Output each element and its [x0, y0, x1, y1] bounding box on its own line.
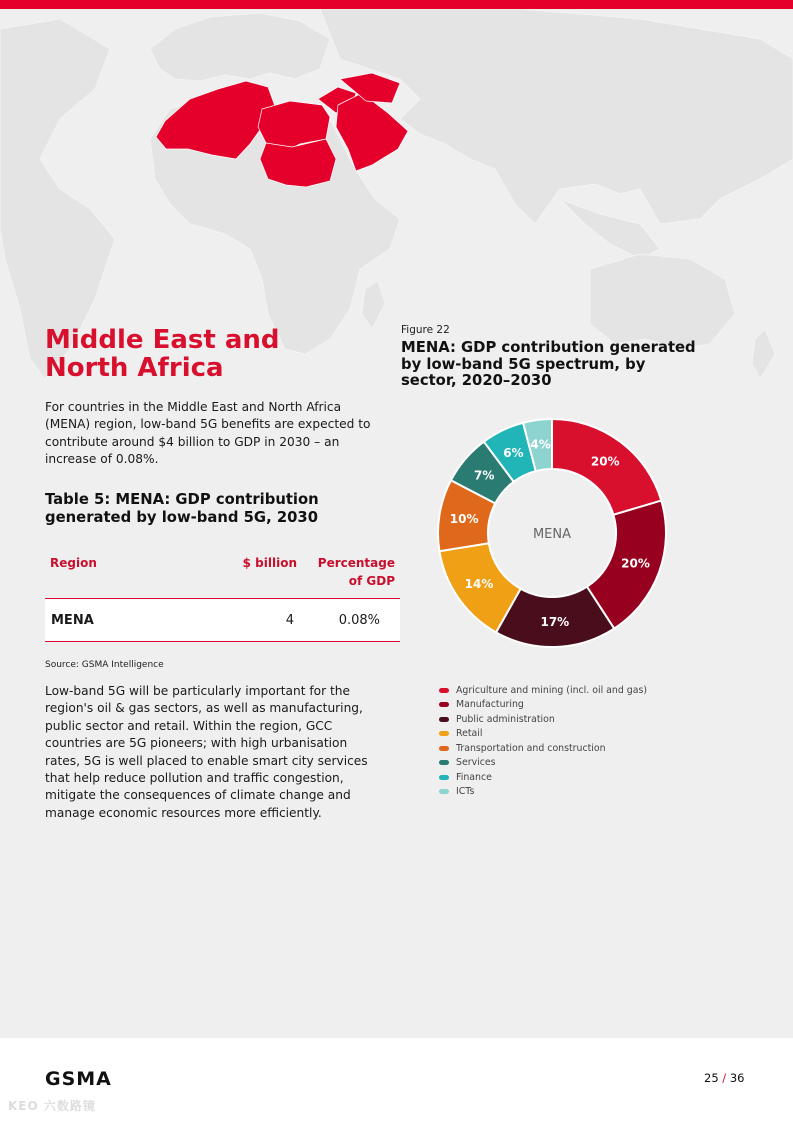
- table-title: Table 5: MENA: GDP contribution generated by low-band 5G, 2030: [45, 491, 319, 526]
- map-australia: [590, 254, 735, 349]
- table-header-row: [45, 553, 400, 599]
- legend-swatch-6: [439, 775, 449, 780]
- table-source: Source: GSMA Intelligence: [45, 660, 164, 670]
- legend-swatch-3: [439, 731, 449, 736]
- footer: [0, 1038, 793, 1122]
- chart-legend: [439, 683, 647, 799]
- donut-label-7: 4%: [530, 437, 551, 452]
- legend-item: [439, 741, 647, 756]
- donut-label-3: 14%: [464, 576, 494, 591]
- legend-swatch-2: [439, 717, 449, 722]
- legend-item: [439, 756, 647, 771]
- page-total: 36: [729, 1071, 745, 1085]
- donut-label-1: 20%: [621, 556, 650, 571]
- legend-label-5: Services: [456, 757, 496, 769]
- legend-label-7: ICTs: [456, 786, 475, 798]
- legend-item: [439, 727, 647, 742]
- legend-item: [439, 683, 647, 698]
- cell-billion: 4: [220, 599, 302, 642]
- cell-region: MENA: [45, 599, 220, 642]
- figure-label: Figure 22: [401, 324, 450, 336]
- legend-item: [439, 712, 647, 727]
- top-accent-bar: [0, 0, 793, 9]
- legend-swatch-7: [439, 789, 449, 794]
- map-se-asia: [560, 199, 660, 259]
- legend-swatch-0: [439, 688, 449, 693]
- donut-label-4: 10%: [449, 511, 479, 526]
- donut-label-6: 6%: [503, 445, 524, 460]
- header-billion: $ billion: [220, 553, 302, 599]
- legend-label-0: Agriculture and mining (incl. oil and gas): [456, 684, 648, 696]
- donut-center-label: MENA: [532, 527, 572, 542]
- legend-label-4: Transportation and construction: [456, 742, 606, 754]
- legend-label-3: Retail: [456, 728, 483, 740]
- donut-chart: [436, 417, 668, 649]
- legend-label-1: Manufacturing: [456, 699, 524, 711]
- legend-label-6: Finance: [456, 771, 492, 783]
- legend-swatch-5: [439, 760, 449, 765]
- intro-paragraph: For countries in the Middle East and North Africa (MENA) region, low-band 5G benefits are expected to contribute around $4 billion to GDP in 2030 – an increase of 0.08%.: [45, 400, 371, 467]
- page-separator: /: [722, 1071, 727, 1085]
- gdp-table: [45, 553, 400, 642]
- body-paragraph: Low-band 5G will be particularly important for the region's oil & gas sectors, as well as manufacturing, public sector and retail. Within the region, GCC countries are 5G pioneers; with high urbanisation rates, 5G is well placed to enable smart city services that help reduce pollution and traffic congestion, mitigate the consequences of climate change and manage economic resources more efficiently.: [45, 684, 368, 820]
- donut-label-5: 7%: [474, 468, 495, 483]
- donut-label-2: 17%: [540, 614, 570, 629]
- header-percentage: Percentage of GDP: [302, 553, 400, 599]
- page-current: 25: [704, 1071, 719, 1085]
- map-europe: [150, 13, 330, 81]
- header-region: Region: [45, 553, 220, 599]
- map-sudan: [260, 139, 336, 187]
- page-title: Middle East and North Africa: [45, 325, 280, 383]
- legend-swatch-4: [439, 746, 449, 751]
- legend-swatch-1: [439, 702, 449, 707]
- table-row: [45, 599, 400, 642]
- legend-item: [439, 785, 647, 800]
- donut-label-0: 20%: [590, 454, 620, 469]
- map-nz: [752, 329, 775, 379]
- legend-label-2: Public administration: [456, 713, 555, 725]
- legend-item: [439, 770, 647, 785]
- legend-item: [439, 698, 647, 713]
- page-number: [704, 1071, 744, 1085]
- figure-title: MENA: GDP contribution generated by low-band 5G spectrum, by sector, 2020–2030: [401, 339, 696, 389]
- cell-percentage: 0.08%: [302, 599, 400, 642]
- watermark: KEO 六数路镜: [8, 1099, 96, 1113]
- map-madagascar: [362, 281, 385, 329]
- gsma-logo: GSMA: [45, 1068, 112, 1090]
